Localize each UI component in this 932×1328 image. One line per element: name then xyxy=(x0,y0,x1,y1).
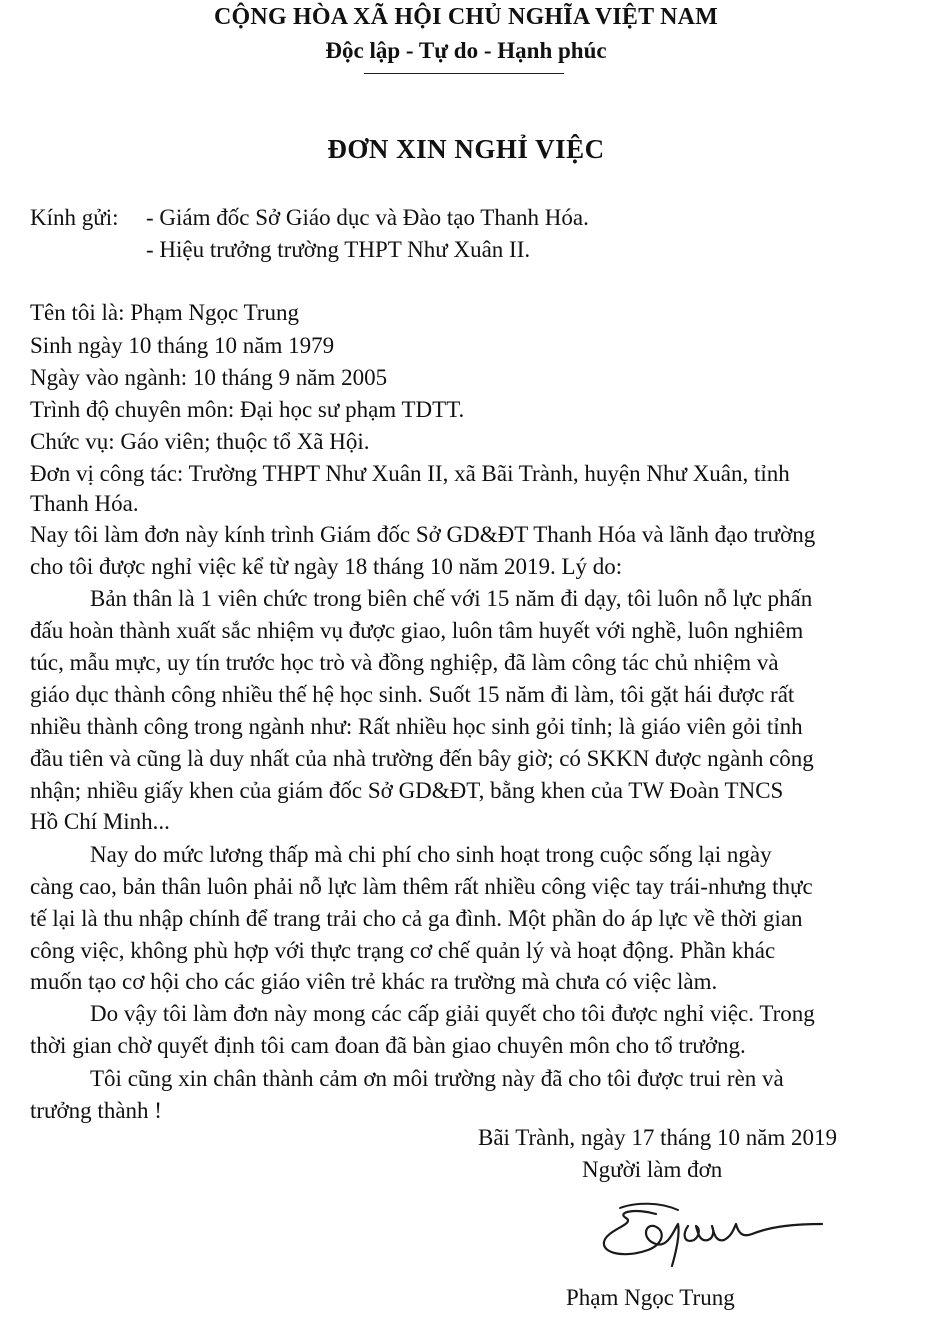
info-line-position: Chức vụ: Gáo viên; thuộc tổ Xã Hội. xyxy=(30,429,370,454)
recipients-label: Kính gửi: xyxy=(30,205,119,230)
document-title: ĐƠN XIN NGHỈ VIỆC xyxy=(327,134,605,164)
signer-name: Phạm Ngọc Trung xyxy=(566,1285,735,1310)
paragraph-line: tế lại là thu nhập chính để trang trải cho cả ga đình. Một phần do áp lực về thời gian xyxy=(30,906,803,931)
paragraph-line: muốn tạo cơ hội cho các giáo viên trẻ khác ra trường mà chưa có việc làm. xyxy=(30,969,718,994)
paragraph-line: càng cao, bản thân luôn phải nỗ lực làm thêm rất nhiều công việc tay trái-nhưng thực xyxy=(30,874,813,899)
paragraph-line: đấu hoàn thành xuất sắc nhiệm vụ được giao, luôn tâm huyết với nghề, luôn nghiêm xyxy=(30,618,804,643)
info-line-degree: Trình độ chuyên môn: Đại học sư phạm TDTT. xyxy=(30,397,465,422)
paragraph-line: túc, mẫu mực, uy tín trước học trò và đồng nghiệp, đã làm công tác chủ nhiệm và xyxy=(30,650,779,675)
info-line-unit-cont: Thanh Hóa. xyxy=(30,491,139,516)
info-line-start: Ngày vào ngành: 10 tháng 9 năm 2005 xyxy=(30,365,388,390)
paragraph-line: Do vậy tôi làm đơn này mong các cấp giải quyết cho tôi được nghỉ việc. Trong xyxy=(90,1001,815,1026)
paragraph-line: trưởng thành ! xyxy=(30,1098,162,1123)
paragraph-line: Hồ Chí Minh... xyxy=(30,809,170,834)
paragraph-line: giáo dục thành công nhiều thế hệ học sinh. Suốt 15 năm đi làm, tôi gặt hái được rất xyxy=(30,682,795,707)
handwritten-signature xyxy=(596,1200,826,1270)
request-line: cho tôi được nghỉ việc kể từ ngày 18 tháng 10 năm 2019. Lý do: xyxy=(30,554,623,579)
paragraph-line: Tôi cũng xin chân thành cảm ơn môi trường này đã cho tôi được trui rèn và xyxy=(90,1066,784,1091)
signer-title: Người làm đơn xyxy=(582,1157,723,1182)
paragraph-line: nhận; nhiều giấy khen của giám đốc Sở GD&ĐT, bằng khen của TW Đoàn TNCS xyxy=(30,778,784,803)
recipient-item: - Hiệu trưởng trường THPT Như Xuân II. xyxy=(146,237,531,262)
place-date: Bãi Trành, ngày 17 tháng 10 năm 2019 xyxy=(478,1125,838,1150)
motto: Độc lập - Tự do - Hạnh phúc xyxy=(325,38,607,63)
paragraph-line: công việc, không phù hợp với thực trạng cơ chế quản lý và hoạt động. Phần khác xyxy=(30,938,776,963)
national-header: CỘNG HÒA XÃ HỘI CHỦ NGHĨA VIỆT NAM xyxy=(214,4,718,30)
info-line-birth: Sinh ngày 10 tháng 10 năm 1979 xyxy=(30,333,335,358)
info-line-unit: Đơn vị công tác: Trường THPT Như Xuân II, xã Bãi Trành, huyện Như Xuân, tỉnh xyxy=(30,461,790,486)
request-line: Nay tôi làm đơn này kính trình Giám đốc Sở GD&ĐT Thanh Hóa và lãnh đạo trường xyxy=(30,522,816,547)
paragraph-line: Nay do mức lương thấp mà chi phí cho sinh hoạt trong cuộc sống lại ngày xyxy=(90,842,772,867)
paragraph-line: Bản thân là 1 viên chức trong biên chế với 15 năm đi dạy, tôi luôn nỗ lực phấn xyxy=(90,586,813,611)
paragraph-line: đầu tiên và cũng là duy nhất của nhà trường đến bây giờ; có SKKN được ngành công xyxy=(30,746,814,771)
recipient-item: - Giám đốc Sở Giáo dục và Đào tạo Thanh Hóa. xyxy=(146,205,589,230)
info-line-name: Tên tôi là: Phạm Ngọc Trung xyxy=(30,300,299,325)
paragraph-line: thời gian chờ quyết định tôi cam đoan đã bàn giao chuyên môn cho tổ trưởng. xyxy=(30,1033,746,1058)
motto-underline xyxy=(364,73,564,74)
paragraph-line: nhiều thành công trong ngành như: Rất nhiều học sinh gỏi tỉnh; là giáo viên gỏi tỉnh xyxy=(30,714,803,739)
